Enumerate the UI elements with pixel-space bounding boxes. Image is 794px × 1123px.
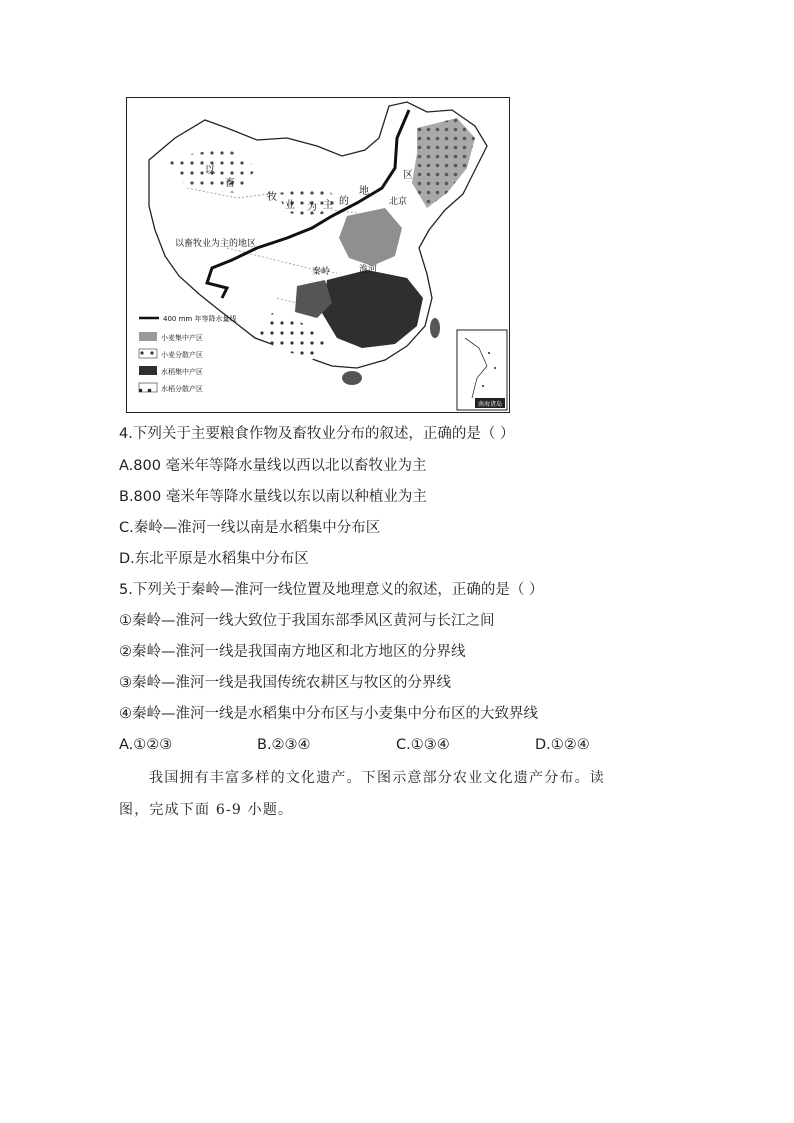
hainan-island (342, 371, 362, 385)
question-5-option-c[interactable]: C.①③④ (396, 737, 450, 753)
inset-label: 南海诸岛 (477, 401, 503, 408)
question-5-statement-3: ③秦岭—淮河一线是我国传统农耕区与牧区的分界线 (119, 675, 451, 691)
rice-concentrated-swatch (139, 366, 157, 375)
legend-label-4: 水稻集中产区 (161, 368, 203, 376)
intro-line-1: 我国拥有丰富多样的文化遗产。下图示意部分农业文化遗产分布。读 (149, 770, 605, 786)
taiwan-island (430, 318, 440, 338)
question-4-option-b[interactable]: B.800 毫米年等降水量线以东以南以种植业为主 (119, 489, 427, 505)
question-5-option-b[interactable]: B.②③④ (257, 737, 311, 753)
crop-distribution-map (126, 97, 510, 413)
map-label-5: 为 (307, 202, 317, 213)
rice-scattered-swatch (139, 383, 157, 392)
map-label-8: 地 (359, 186, 369, 197)
legend-label-2: 小麦集中产区 (161, 334, 203, 342)
legend-label-1: 400 mm 年等降水量线 (163, 315, 237, 323)
legend-label-3: 小麦分散产区 (161, 351, 203, 359)
question-4-option-d[interactable]: D.东北平原是水稻集中分布区 (119, 551, 309, 567)
question-5-option-a[interactable]: A.①②③ (119, 737, 173, 753)
question-5-statement-4: ④秦岭—淮河一线是水稻集中分布区与小麦集中分布区的大致界线 (119, 706, 538, 722)
question-5-stem: 5.下列关于秦岭—淮河一线位置及地理意义的叙述，正确的是（ ） (119, 582, 544, 598)
huaihe-label: 淮河 (359, 265, 378, 275)
map-label-6: 主 (323, 200, 333, 211)
wheat-scattered-swatch (139, 349, 157, 358)
map-label-9: 区 (403, 170, 413, 181)
question-5-statement-2: ②秦岭—淮河一线是我国南方地区和北方地区的分界线 (119, 644, 466, 660)
wheat-concentrated-swatch (139, 332, 157, 341)
map-label-1: 以 (205, 165, 215, 176)
question-4-option-c[interactable]: C.秦岭—淮河一线以南是水稻集中分布区 (119, 520, 381, 536)
question-5-option-d[interactable]: D.①②④ (535, 737, 590, 753)
qinling-label: 秦岭 (312, 267, 331, 277)
question-4-option-a[interactable]: A.800 毫米年等降水量线以西以北以畜牧业为主 (119, 458, 427, 474)
beijing-label: 北京 (389, 197, 408, 207)
china-map-svg (127, 98, 510, 413)
intro-line-2: 图，完成下面 6-9 小题。 (119, 802, 294, 818)
question-5-statement-1: ①秦岭—淮河一线大致位于我国东部季风区黄河与长江之间 (119, 613, 495, 629)
map-legend (139, 314, 236, 393)
map-label-7: 的 (339, 196, 349, 207)
pastoral-region-label: 以畜牧业为主的地区 (175, 239, 257, 249)
map-label-2: 畜 (225, 178, 235, 189)
question-4-stem: 4.下列关于主要粮食作物及畜牧业分布的叙述，正确的是（ ） (119, 426, 515, 442)
map-label-3: 牧 (267, 192, 277, 203)
map-label-4: 业 (285, 200, 295, 211)
legend-label-5: 水稻分散产区 (161, 385, 203, 393)
